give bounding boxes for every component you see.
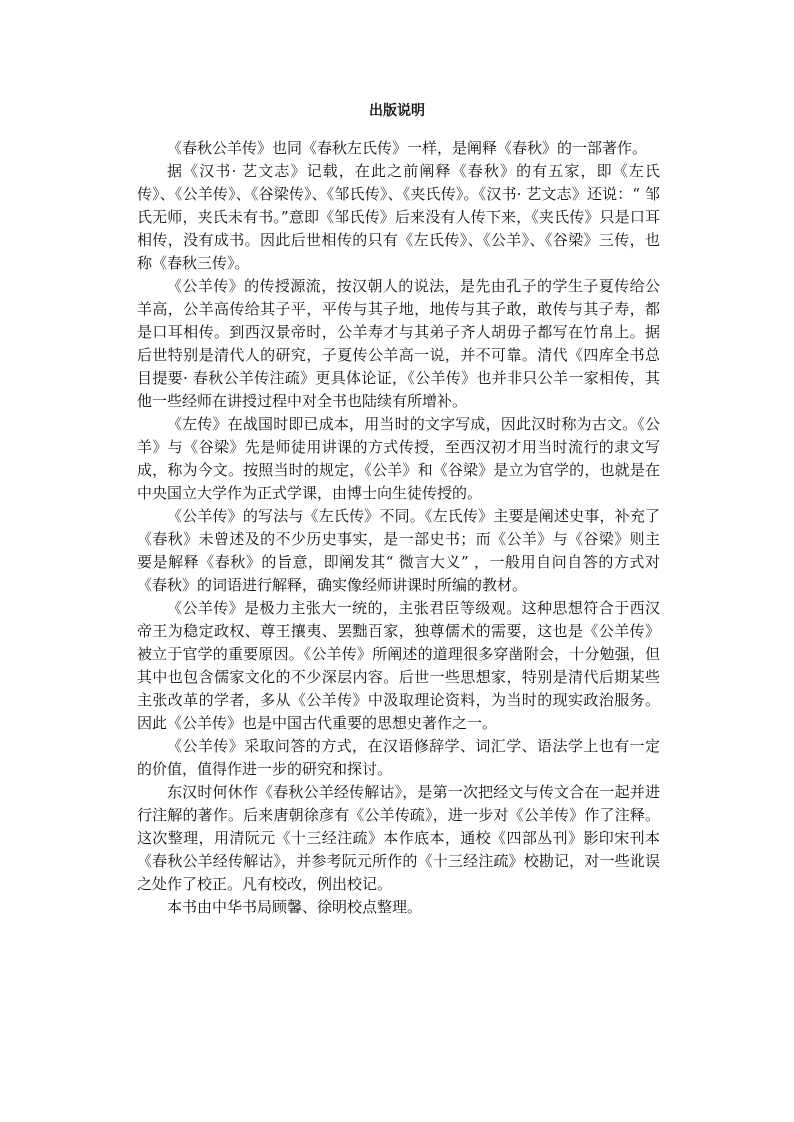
document-body (137, 137, 660, 919)
page-title: 出版说明 (369, 103, 425, 119)
paragraph: 据《汉书· 艺文志》记载，在此之前阐释《春秋》的有五家，即《左氏传》、《公羊传》、《谷梁传》、《邹氏传》、《夹氏传》。《汉书· 艺文志》还说：“ 邹氏无师，夹氏未有书。”意即《邹氏传》后来没有人传下来，《夹氏传》只是口耳相传，没有成书。因此后世相传的只有《左氏传》、《公羊》、《谷梁》三传，也称《春秋三传》。 (137, 162, 660, 272)
paragraph: 《春秋公羊传》也同《春秋左氏传》一样，是阐释《春秋》的一部著作。 (167, 139, 648, 157)
paragraph: 《公羊传》是极力主张大一统的，主张君臣等级观。这种思想符合于西汉帝王为稳定政权、尊王攘夷、罢黜百家，独尊儒术的需要，这也是《公羊传》被立于官学的重要原因。《公羊传》所阐述的道理很多穿凿附会，十分勉强，但其中也包含儒家文化的不少深层内容。后世一些思想家，特别是清代后期某些主张改革的学者，多从《公羊传》中汲取理论资料，为当时的现实政治服务。因此《公羊传》也是中国古代重要的思想史著作之一。 (137, 599, 660, 732)
paragraph: 《公羊传》采取问答的方式，在汉语修辞学、词汇学、语法学上也有一定的价值，值得作进一步的研究和探讨。 (137, 737, 660, 778)
paragraph: 《左传》在战国时即已成本，用当时的文字写成，因此汉时称为古文。《公羊》与《谷梁》先是师徒用讲课的方式传授，至西汉初才用当时流行的隶文写成，称为今文。按照当时的规定，《公羊》和《谷梁》是立为官学的，也就是在中央国立大学作为正式学课，由博士向生徒传授的。 (137, 415, 660, 502)
paragraph: 《公羊传》的传授源流，按汉朝人的说法，是先由孔子的学生子夏传给公羊高，公羊高传给其子平，平传与其子地，地传与其子敢，敢传与其子寿，都是口耳相传。到西汉景帝时，公羊寿才与其弟子齐人胡毋子都写在竹帛上。据后世特别是清代人的研究，子夏传公羊高一说，并不可靠。清代《四库全书总目提要· 春秋公羊传注疏》更具体论证，《公羊传》也并非只公羊一家相传，其他一些经师在讲授过程中对全书也陆续有所增补。 (137, 277, 660, 410)
paragraph: 《公羊传》的写法与《左氏传》不同。《左氏传》主要是阐述史事，补充了《春秋》未曾述及的不少历史事实，是一部史书；而《公羊》与《谷梁》则主要是解释《春秋》的旨意，即阐发其“ 微言大义” ，一般用自问自答的方式对《春秋》的词语进行解释，确实像经师讲课时所编的教材。 (137, 507, 660, 594)
paragraph: 本书由中华书局顾馨、徐明校点整理。 (167, 898, 423, 916)
paragraph: 东汉时何休作《春秋公羊经传解诂》，是第一次把经文与传文合在一起并进行注解的著作。后来唐朝徐彦有《公羊传疏》，进一步对《公羊传》作了注释。这次整理，用清阮元《十三经注疏》本作底本，通校《四部丛刊》影印宋刊本《春秋公羊经传解诂》，并参考阮元所作的《十三经注疏》校勘记，对一些讹误之处作了校正。凡有校改，例出校记。 (137, 783, 660, 893)
